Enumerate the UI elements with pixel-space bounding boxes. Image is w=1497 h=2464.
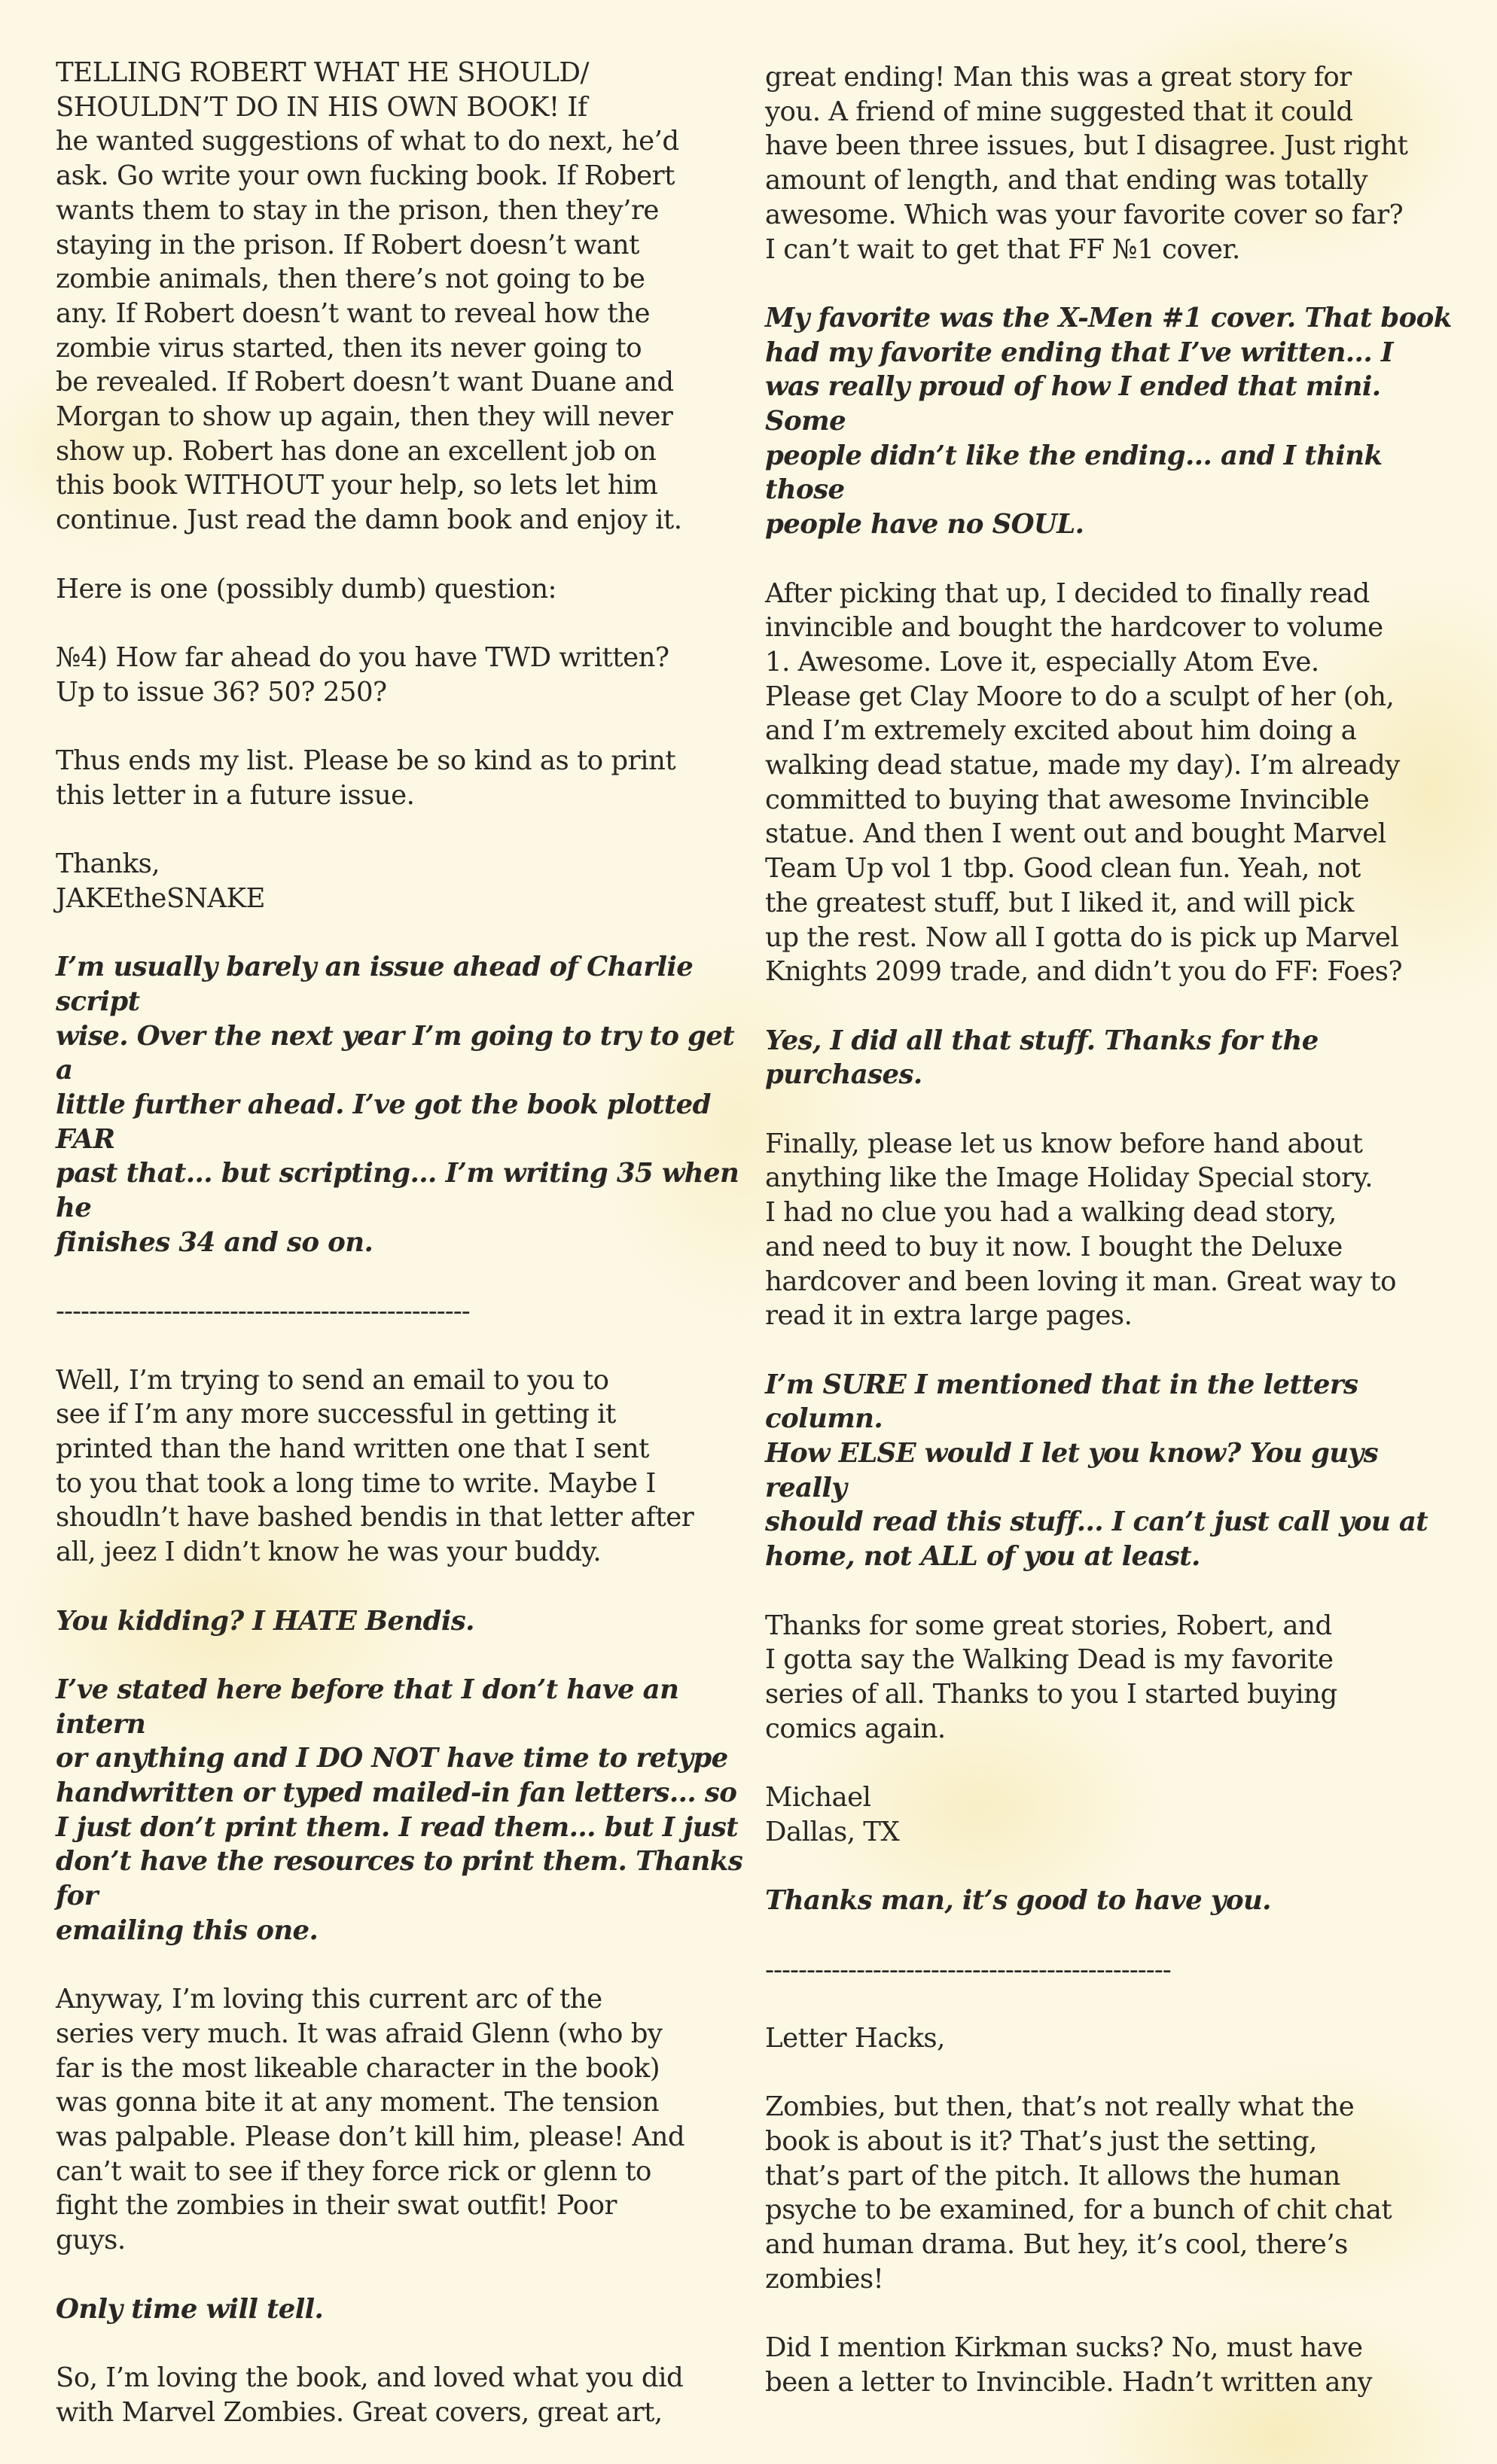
editor-response: My favorite was the X-Men #1 cover. That book had my favorite ending that I’ve written... I was really proud of how I ended that mini. Some people didn’t like the ending... and I think those people have no SOUL. — [765, 302, 1452, 541]
reader-letter-paragraph: Anyway, I’m loving this current arc of the series very much. It was afraid Glenn (who by far is the most likeable character in the book) was gonna bite it at any moment. The tension was palpable. Please don’t kill him, please! And can’t wait to see if they force rick or glenn to fight the zombies in their swat outfit! Poor guys. — [56, 1984, 685, 2256]
left-column — [56, 56, 745, 2464]
editor-response: Only time will tell. — [56, 2293, 324, 2325]
reader-letter-paragraph: Well, I’m trying to send an email to you to see if I’m any more successful in getting it printed than the hand written one that I sent to you that took a long time to write. Maybe I shoudln’t have bashed bendis in that letter after all, jeez I didn’t know he was your buddy. — [56, 1364, 694, 1568]
editor-response: Thanks man, it’s good to have you. — [765, 1885, 1271, 1917]
editor-response: Yes, I did all that stuff. Thanks for the purchases. — [765, 1025, 1328, 1091]
editor-response: I’m usually barely an issue ahead of Charlie script wise. Over the next year I’m going to try to get a little further ahead. I’ve got the book plotted FAR past that... but scripting... I’m writing 35 when he finishes 34 and so on. — [56, 952, 739, 1258]
letter-divider: ------------------------------------------------- — [765, 1954, 1171, 1985]
reader-letter-paragraph: Thanks, JAKEtheSNAKE — [56, 848, 265, 914]
reader-letter-paragraph: Zombies, but then, that’s not really what the book is about is it? That’s just the setting, that’s part of the pitch. It allows the human psyche to be examined, for a bunch of chit chat and human drama. But hey, it’s cool, there’s zombies! — [765, 2091, 1392, 2295]
reader-letter-paragraph: Michael Dallas, TX — [765, 1782, 900, 1847]
reader-letter-paragraph: So, I’m loving the book, and loved what you did with Marvel Zombies. Great covers, great art, — [56, 2362, 684, 2428]
reader-letter-paragraph: Thus ends my list. Please be so kind as to print this letter in a future issue. — [56, 745, 676, 811]
editor-response: I’m SURE I mentioned that in the letters column. How ELSE would I let you know? You guys really should read this stuff... I can’t just call you at home, not ALL of you at least. — [765, 1369, 1428, 1573]
reader-letter-paragraph: Letter Hacks, — [765, 2022, 945, 2054]
reader-letter-paragraph: Did I mention Kirkman sucks? No, must have been a letter to Invincible. Hadn’t written any — [765, 2332, 1373, 2398]
reader-letter-paragraph: After picking that up, I decided to finally read invincible and bought the hardcover to volume 1. Awesome. Love it, especially Atom Eve. Please get Clay Moore to do a sculpt of her (oh, and I’m extremely excited about him doing a walking dead statue, made my day). I’m already committed to buying that awesome Invincible statue. And then I went out and bought Marvel Team Up vol 1 tbp. Good clean fun. Yeah, not the greatest stuff, but I liked it, and will pick up the rest. Now all I gotta do is pick up Marvel Knights 2099 trade, and didn’t you do FF: Foes? — [765, 577, 1402, 988]
letter-divider: -------------------------------------------------- — [56, 1296, 470, 1327]
reader-letter-paragraph: №4) How far ahead do you have TWD written? Up to issue 36? 50? 250? — [56, 641, 669, 708]
right-column — [765, 60, 1454, 2434]
editor-response: You kidding? I HATE Bendis. — [56, 1605, 474, 1637]
editor-response: I’ve stated here before that I don’t have an intern or anything and I DO NOT have time to retype handwritten or typed mailed-in fan letters... so I just don’t print them. I read them... but I just don’t have the resources to print them. Thanks for emailing this one. — [56, 1674, 743, 1946]
reader-letter-paragraph: Here is one (possibly dumb) question: — [56, 573, 557, 605]
reader-letter-paragraph: TELLING ROBERT WHAT HE SHOULD/ SHOULDN’T DO IN HIS OWN BOOK! If he wanted suggestions of what to do next, he’d ask. Go write your own fucking book. If Robert wants them to stay in the prison, then they’re staying in the prison. If Robert doesn’t want zombie animals, then there’s not going to be any. If Robert doesn’t want to reveal how the zombie virus started, then its never going to be revealed. If Robert doesn’t want Duane and Morgan to show up again, then they will never show up. Robert has done an excellent job on this book WITHOUT your help, so lets let him continue. Just read the damn book and enjoy it. — [56, 57, 682, 536]
reader-letter-paragraph: Finally, please let us know before hand about anything like the Image Holiday Special story. I had no clue you had a walking dead story, and need to buy it now. I bought the Deluxe hardcover and been loving it man. Great way to read it in extra large pages. — [765, 1128, 1396, 1332]
reader-letter-paragraph: Thanks for some great stories, Robert, and I gotta say the Walking Dead is my favorite series of all. Thanks to you I started buying comics again. — [765, 1610, 1337, 1744]
reader-letter-paragraph: great ending! Man this was a great story for you. A friend of mine suggested that it could have been three issues, but I disagree. Just right amount of length, and that ending was totally awesome. Which was your favorite cover so far? I can’t wait to get that FF №1 cover. — [765, 62, 1408, 265]
